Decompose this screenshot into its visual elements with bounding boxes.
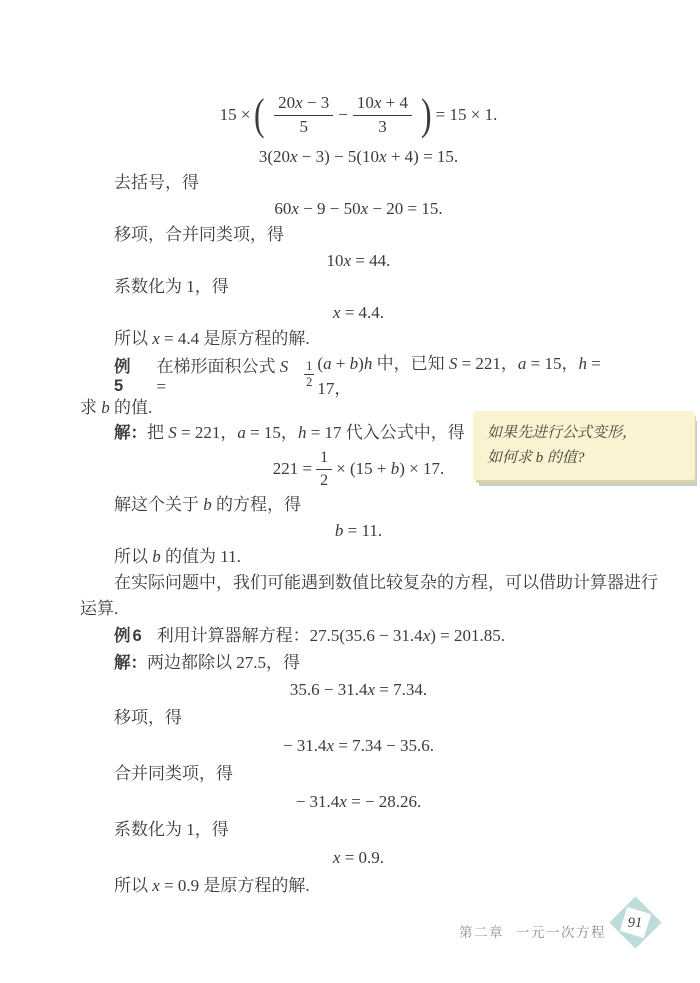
example6-solution-label: 解： (114, 654, 147, 672)
equation-no-brackets: 60x − 9 − 50x − 20 = 15. (274, 199, 443, 218)
margin-sticky-note (473, 411, 695, 480)
fraction-2 (353, 93, 412, 137)
example6-label: 例6 (114, 627, 144, 645)
footer-chapter: 第二章 (459, 925, 504, 940)
equation-moved-terms: − 31.4x = 7.34 − 35.6. (282, 736, 435, 755)
example6-text: 利用计算器解方程：27.5(35.6 − 31.4x) = 201.85. (156, 626, 505, 645)
example5-heading (80, 352, 637, 396)
example6-heading (80, 622, 637, 650)
example6-solution-line (80, 650, 637, 676)
equation-b-11: b = 11. (334, 521, 383, 540)
page-number: 91 (627, 914, 643, 931)
eq6-frac-denominator: 2 (320, 471, 329, 489)
fraction-1 (274, 93, 333, 137)
eq1-suffix: = 15 × 1. (435, 105, 498, 124)
example6-solution-text: 两边都除以 27.5，得 (147, 653, 300, 672)
paragraph-calculator-line2: 运算. (80, 599, 119, 618)
right-paren: ) (421, 90, 432, 139)
equation-combined: 10x = 44. (326, 251, 391, 270)
equation-combined-2: − 31.4x = − 28.26. (295, 792, 422, 811)
equation-expanded: 3(20x − 3) − 5(10x + 4) = 15. (258, 147, 459, 166)
eq6-prefix: 221 = (272, 459, 313, 478)
eq6-suffix: × (15 + b) × 17. (336, 459, 445, 478)
example5-label: 例5 (114, 357, 133, 395)
step-solve-for-b: 解这个关于 b 的方程，得 (114, 495, 301, 514)
conclusion-x44: 所以 x = 4.4 是原方程的解. (114, 329, 310, 348)
eq1-prefix: 15 × (219, 105, 251, 124)
equation-multiply-both-sides (80, 86, 637, 144)
footer-section: 一元一次方程 (516, 925, 606, 940)
equation-solution-x09: x = 0.9. (332, 848, 385, 867)
minus-operator: − (338, 105, 348, 124)
step-move-combine: 移项，合并同类项，得 (114, 225, 284, 244)
fraction-2-numerator: 10x + 4 (353, 93, 412, 115)
example5-continuation: 求 b 的值. (80, 398, 153, 417)
eq6-fraction (316, 448, 332, 489)
footer-running-title (0, 921, 606, 941)
step-normalize-1: 系数化为 1，得 (114, 277, 229, 296)
note-line-2: 如何求 b 的值? (487, 450, 585, 466)
eq6-frac-numerator: 1 (316, 448, 332, 469)
equation-solution-x44: x = 4.4. (332, 303, 385, 322)
step-combine: 合并同类项，得 (114, 764, 233, 783)
note-line-1: 如果先进行公式变形， (487, 425, 638, 441)
page-body (80, 86, 658, 900)
example5-solution-label: 解： (114, 424, 147, 442)
equation-divided: 35.6 − 31.4x = 7.34. (289, 680, 428, 699)
fraction-1-numerator: 20x − 3 (274, 93, 333, 115)
example5-frac-denominator: 2 (306, 375, 313, 389)
step-move-terms: 移项，得 (114, 708, 182, 727)
example5-text-post: (a + b)h 中，已知 S = 221，a = 15，h = 17， (317, 354, 601, 398)
page-number-badge (606, 898, 664, 956)
paragraph-calculator-line1: 在实际问题中，我们可能遇到数值比较复杂的方程，可以借助计算器进行 (114, 573, 658, 592)
example5-solution-text: 把 S = 221，a = 15，h = 17 代入公式中，得 (147, 423, 465, 442)
fraction-1-denominator: 5 (299, 116, 308, 136)
step-remove-brackets: 去括号，得 (114, 173, 199, 192)
example5-frac-numerator: 1 (304, 359, 314, 375)
fraction-2-denominator: 3 (378, 116, 387, 136)
example5-text-pre: 在梯形面积公式 S = (156, 356, 289, 396)
conclusion-b-11: 所以 b 的值为 11. (114, 547, 241, 566)
example5-inline-fraction (304, 359, 314, 390)
conclusion-x09: 所以 x = 0.9 是原方程的解. (114, 876, 310, 895)
left-paren: ( (254, 90, 266, 139)
step-normalize-2: 系数化为 1，得 (114, 820, 229, 839)
